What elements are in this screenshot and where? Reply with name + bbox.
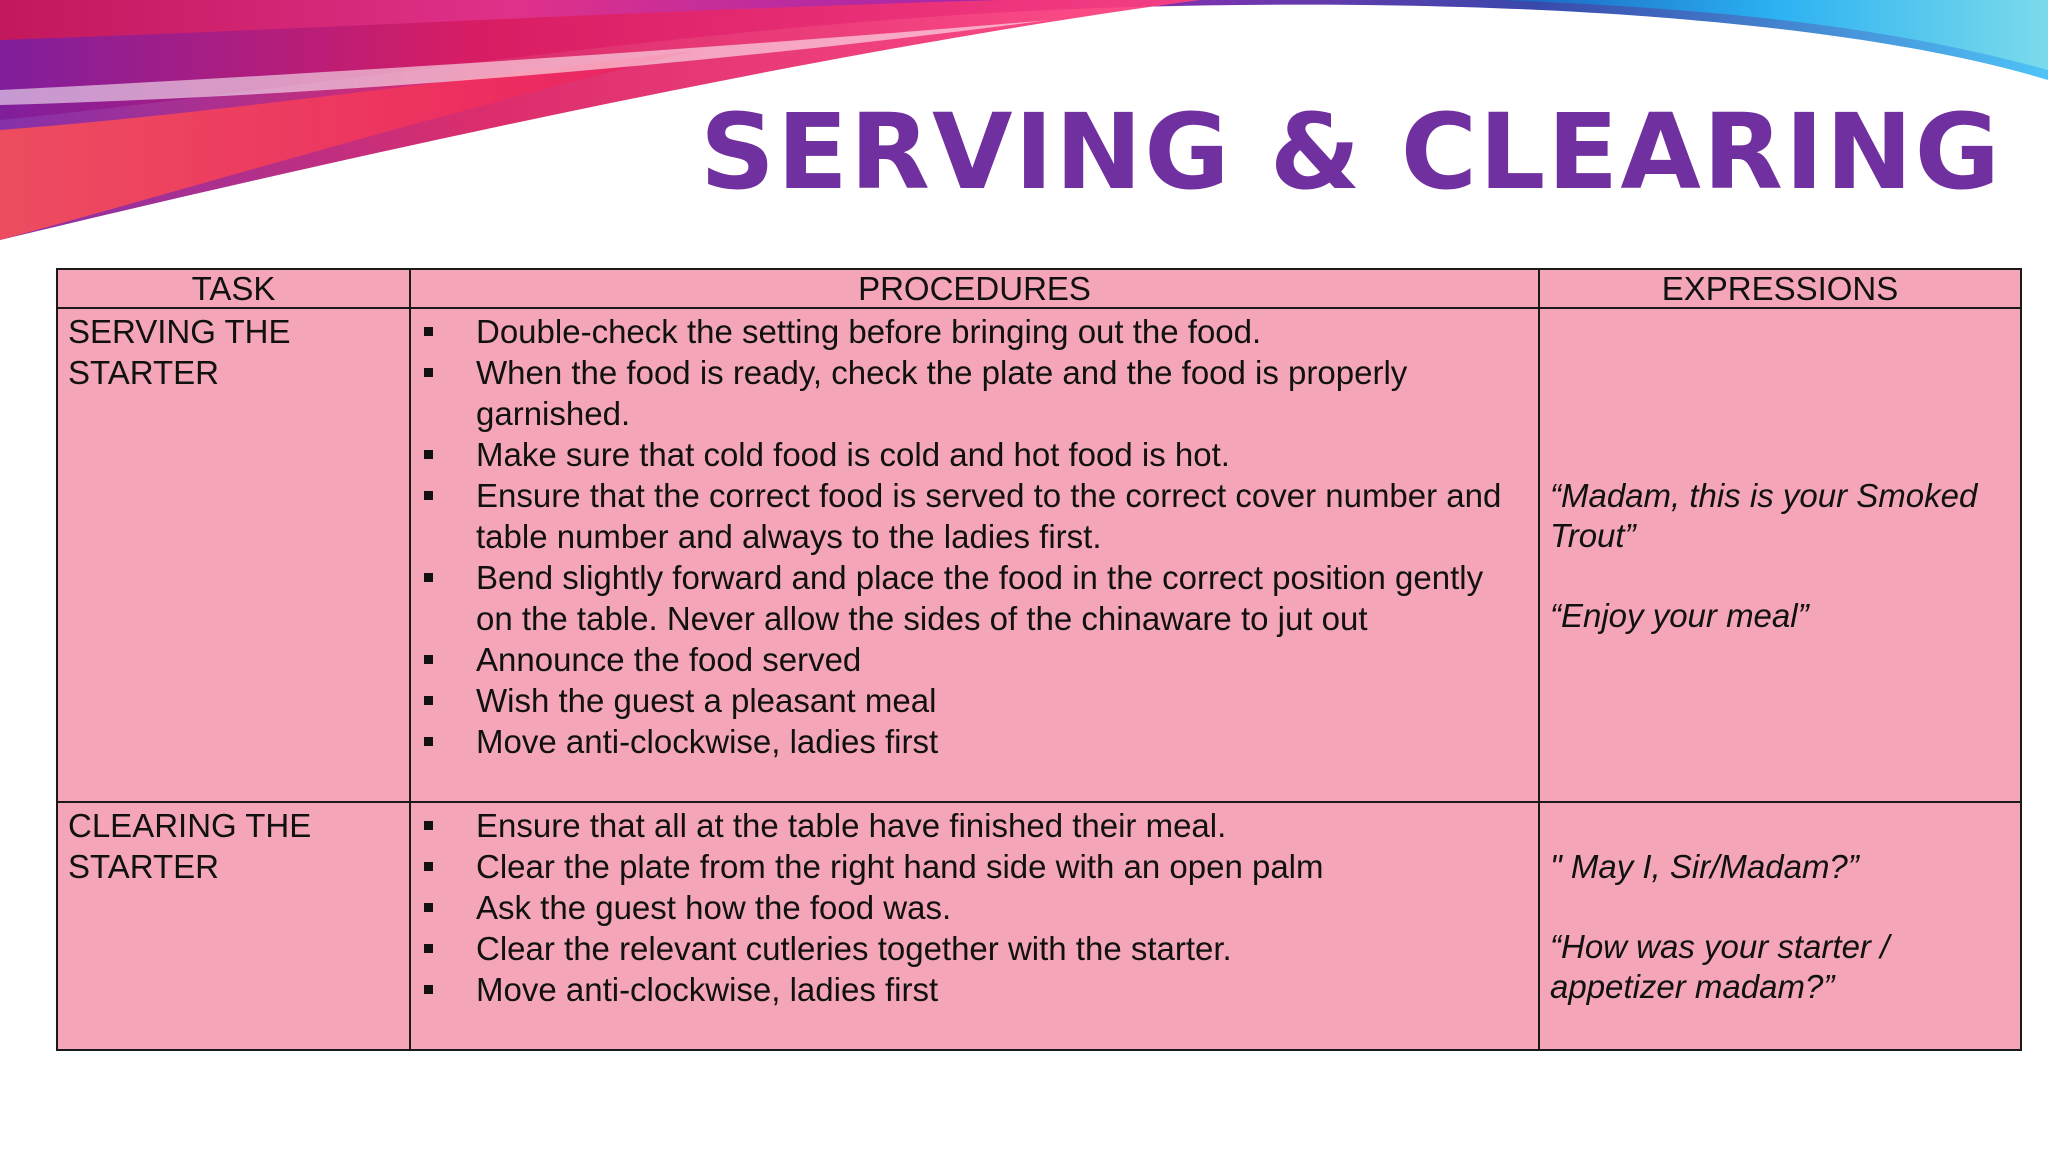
expression-spacer	[1550, 556, 2010, 596]
header-procedures: PROCEDURES	[410, 269, 1539, 308]
expression-spacer	[1550, 887, 2010, 927]
procedure-item: Ensure that the correct food is served to the correct cover number and table number and always to the ladies first.	[421, 475, 1528, 557]
expression-quote: “Madam, this is your Smoked Trout”	[1550, 477, 1978, 554]
procedure-item: Wish the guest a pleasant meal	[421, 680, 1528, 721]
procedures-cell	[410, 802, 1539, 1050]
serving-clearing-table-container	[56, 268, 2020, 1051]
procedure-item: Ensure that all at the table have finished their meal.	[421, 805, 1528, 846]
expression-quote: " May I, Sir/Madam?”	[1550, 848, 1859, 885]
task-label-line: STARTER	[68, 354, 219, 391]
procedure-item: Make sure that cold food is cold and hot food is hot.	[421, 434, 1528, 475]
expressions-cell	[1539, 802, 2021, 1050]
procedure-item: When the food is ready, check the plate and the food is properly garnished.	[421, 352, 1528, 434]
procedures-cell	[410, 308, 1539, 802]
expressions-cell	[1539, 308, 2021, 802]
table-row-serving-starter	[57, 308, 2021, 802]
task-label-line: STARTER	[68, 848, 219, 885]
procedure-item: Clear the plate from the right hand side with an open palm	[421, 846, 1528, 887]
procedure-item: Move anti-clockwise, ladies first	[421, 721, 1528, 762]
table-header-row	[57, 269, 2021, 308]
task-cell	[57, 308, 410, 802]
procedure-item: Announce the food served	[421, 639, 1528, 680]
expression-quote: “How was your starter / appetizer madam?”	[1550, 928, 1890, 1005]
procedure-item: Clear the relevant cutleries together with the starter.	[421, 928, 1528, 969]
procedure-item: Move anti-clockwise, ladies first	[421, 969, 1528, 1010]
procedure-list	[421, 311, 1528, 762]
slide-title: SERVING & CLEARING	[699, 91, 2002, 213]
task-label-line: SERVING THE	[68, 313, 291, 350]
procedure-item: Double-check the setting before bringing out the food.	[421, 311, 1528, 352]
expression-quote: “Enjoy your meal”	[1550, 597, 1809, 634]
procedure-item: Bend slightly forward and place the food in the correct position gently on the table. Never allow the sides of the chinaware to jut out	[421, 557, 1528, 639]
header-expressions: EXPRESSIONS	[1539, 269, 2021, 308]
header-task: TASK	[57, 269, 410, 308]
serving-clearing-table	[56, 268, 2022, 1051]
procedure-list	[421, 805, 1528, 1010]
task-cell	[57, 802, 410, 1050]
task-label-line: CLEARING THE	[68, 807, 312, 844]
procedure-item: Ask the guest how the food was.	[421, 887, 1528, 928]
table-row-clearing-starter	[57, 802, 2021, 1050]
